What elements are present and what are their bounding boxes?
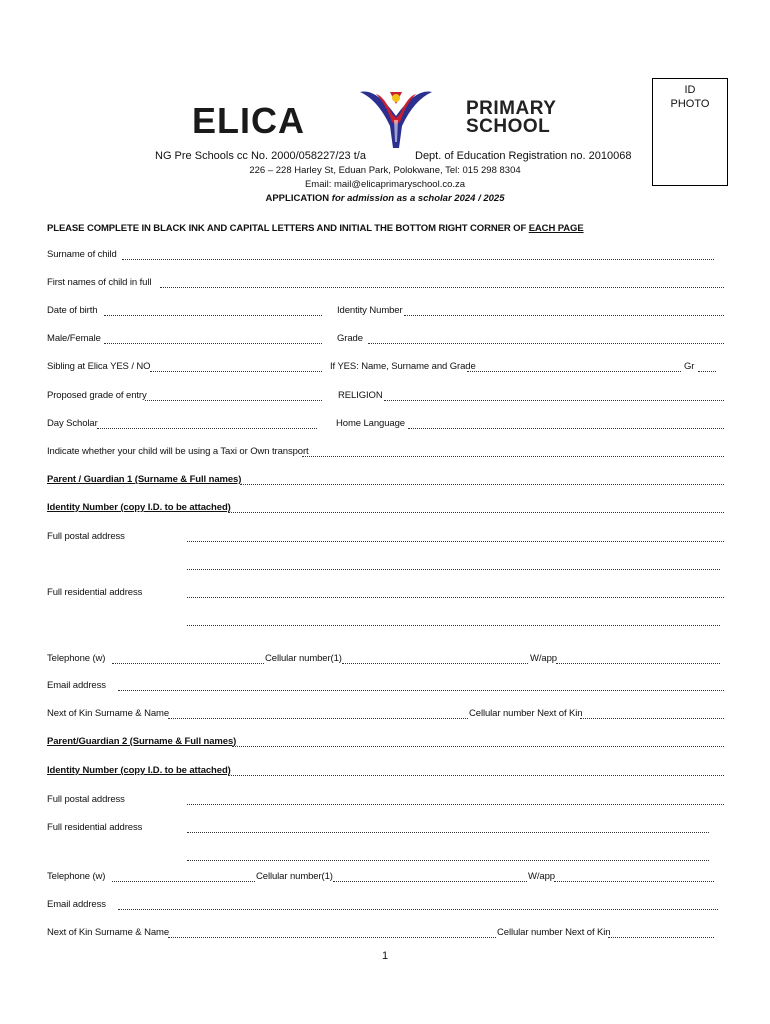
gender-input[interactable]	[104, 343, 322, 344]
guardian1-whatsapp-input[interactable]	[556, 663, 720, 664]
guardian1-label-next-of-kin: Next of Kin Surname & Name	[47, 708, 170, 719]
guardian1-next-of-kin-input[interactable]	[168, 718, 468, 719]
guardian2-label-nok-cell: Cellular number Next of Kin	[497, 927, 611, 938]
guardian2-next-of-kin-input[interactable]	[168, 937, 496, 938]
label-if-yes: If YES: Name, Surname and Grade	[330, 361, 476, 372]
guardian1-label-email: Email address	[47, 680, 106, 691]
guardian1-heading: Parent / Guardian 1 (Surname & Full names)	[47, 474, 242, 485]
label-gr: Gr	[684, 361, 695, 372]
guardian1-residential-input-2[interactable]	[187, 625, 720, 626]
application-prefix: APPLICATION	[265, 193, 330, 204]
dob-input[interactable]	[104, 315, 322, 316]
guardian1-postal-input-1[interactable]	[187, 541, 724, 542]
label-first-names: First names of child in full	[47, 277, 152, 288]
school-email: Email: mail@elicaprimaryschool.co.za	[304, 179, 466, 190]
guardian2-label-whatsapp: W/app	[528, 871, 555, 882]
logo-wordmark-elica: ELICA	[192, 100, 305, 141]
registration-left: NG Pre Schools cc No. 2000/058227/23 t/a	[155, 150, 366, 162]
guardian2-whatsapp-input[interactable]	[554, 881, 714, 882]
guardian1-label-residential: Full residential address	[47, 587, 143, 598]
guardian1-cellular-input[interactable]	[342, 663, 528, 664]
label-transport: Indicate whether your child will be using a Taxi or Own transport	[47, 446, 309, 457]
label-surname: Surname of child	[47, 249, 117, 260]
guardian1-name-input[interactable]	[240, 484, 724, 485]
guardian2-residential-input-1[interactable]	[187, 832, 709, 833]
guardian1-residential-input-1[interactable]	[187, 597, 724, 598]
logo-wordmark-primary-school	[466, 100, 556, 136]
guardian2-label-email: Email address	[47, 899, 106, 910]
logo-word-school: SCHOOL	[466, 116, 551, 137]
guardian2-cellular-input[interactable]	[333, 881, 527, 882]
first-names-input[interactable]	[160, 287, 724, 288]
instruction-text: PLEASE COMPLETE IN BLACK INK AND CAPITAL LETTERS AND INITIAL THE BOTTOM RIGHT CORNER OF	[47, 223, 529, 234]
guardian2-label-cellular: Cellular number(1)	[256, 871, 333, 882]
guardian1-telephone-input[interactable]	[112, 663, 264, 664]
guardian1-label-nok-cell: Cellular number Next of Kin	[469, 708, 583, 719]
registration-right: Dept. of Education Registration no. 2010068	[415, 150, 632, 162]
page-number: 1	[381, 950, 389, 962]
religion-input[interactable]	[384, 400, 724, 401]
sibling-name-input[interactable]	[467, 371, 681, 372]
application-title	[0, 193, 770, 204]
guardian2-name-input[interactable]	[232, 746, 724, 747]
guardian2-residential-input-2[interactable]	[187, 860, 709, 861]
guardian2-label-postal: Full postal address	[47, 794, 125, 805]
guardian2-label-telephone: Telephone (w)	[47, 871, 106, 882]
home-language-input[interactable]	[408, 428, 724, 429]
instruction-line	[47, 223, 584, 234]
guardian1-label-cellular: Cellular number(1)	[265, 653, 342, 664]
guardian2-id-input[interactable]	[228, 775, 724, 776]
proposed-grade-input[interactable]	[145, 400, 322, 401]
label-day-scholar: Day Scholar	[47, 418, 98, 429]
guardian1-id-heading: Identity Number (copy I.D. to be attached)	[47, 502, 231, 513]
guardian1-label-postal: Full postal address	[47, 531, 125, 542]
guardian1-id-input[interactable]	[228, 512, 724, 513]
id-photo-label-1: ID	[684, 84, 696, 96]
guardian2-label-residential: Full residential address	[47, 822, 143, 833]
label-dob: Date of birth	[47, 305, 98, 316]
label-grade: Grade	[337, 333, 363, 344]
guardian1-label-whatsapp: W/app	[530, 653, 557, 664]
school-emblem-icon	[356, 86, 436, 152]
guardian1-email-input[interactable]	[118, 690, 724, 691]
guardian1-nok-cell-input[interactable]	[580, 718, 724, 719]
guardian2-id-heading: Identity Number (copy I.D. to be attached)	[47, 765, 231, 776]
sibling-input[interactable]	[150, 371, 322, 372]
grade-input[interactable]	[368, 343, 724, 344]
surname-input[interactable]	[122, 259, 714, 260]
label-gender: Male/Female	[47, 333, 101, 344]
id-photo-label-2: PHOTO	[670, 98, 710, 110]
guardian1-label-telephone: Telephone (w)	[47, 653, 106, 664]
identity-number-input[interactable]	[404, 315, 724, 316]
guardian2-label-next-of-kin: Next of Kin Surname & Name	[47, 927, 170, 938]
label-sibling: Sibling at Elica YES / NO	[47, 361, 151, 372]
transport-input[interactable]	[302, 456, 724, 457]
instruction-emphasis: EACH PAGE	[528, 223, 584, 234]
guardian1-postal-input-2[interactable]	[187, 569, 720, 570]
label-proposed-grade: Proposed grade of entry	[47, 390, 147, 401]
guardian2-postal-input[interactable]	[187, 804, 724, 805]
guardian2-nok-cell-input[interactable]	[608, 937, 714, 938]
guardian2-email-input[interactable]	[118, 909, 718, 910]
logo-word-primary: PRIMARY	[466, 98, 557, 119]
guardian2-heading: Parent/Guardian 2 (Surname & Full names)	[47, 736, 237, 747]
sibling-grade-input[interactable]	[698, 371, 716, 372]
guardian2-telephone-input[interactable]	[112, 881, 255, 882]
label-religion: RELIGION	[338, 390, 383, 401]
label-home-language: Home Language	[336, 418, 405, 429]
school-address: 226 – 228 Harley St, Eduan Park, Polokwane, Tel: 015 298 8304	[249, 165, 521, 176]
label-identity-number: Identity Number	[337, 305, 403, 316]
application-rest: for admission as a scholar 2024 / 2025	[329, 193, 505, 204]
day-scholar-input[interactable]	[97, 428, 317, 429]
